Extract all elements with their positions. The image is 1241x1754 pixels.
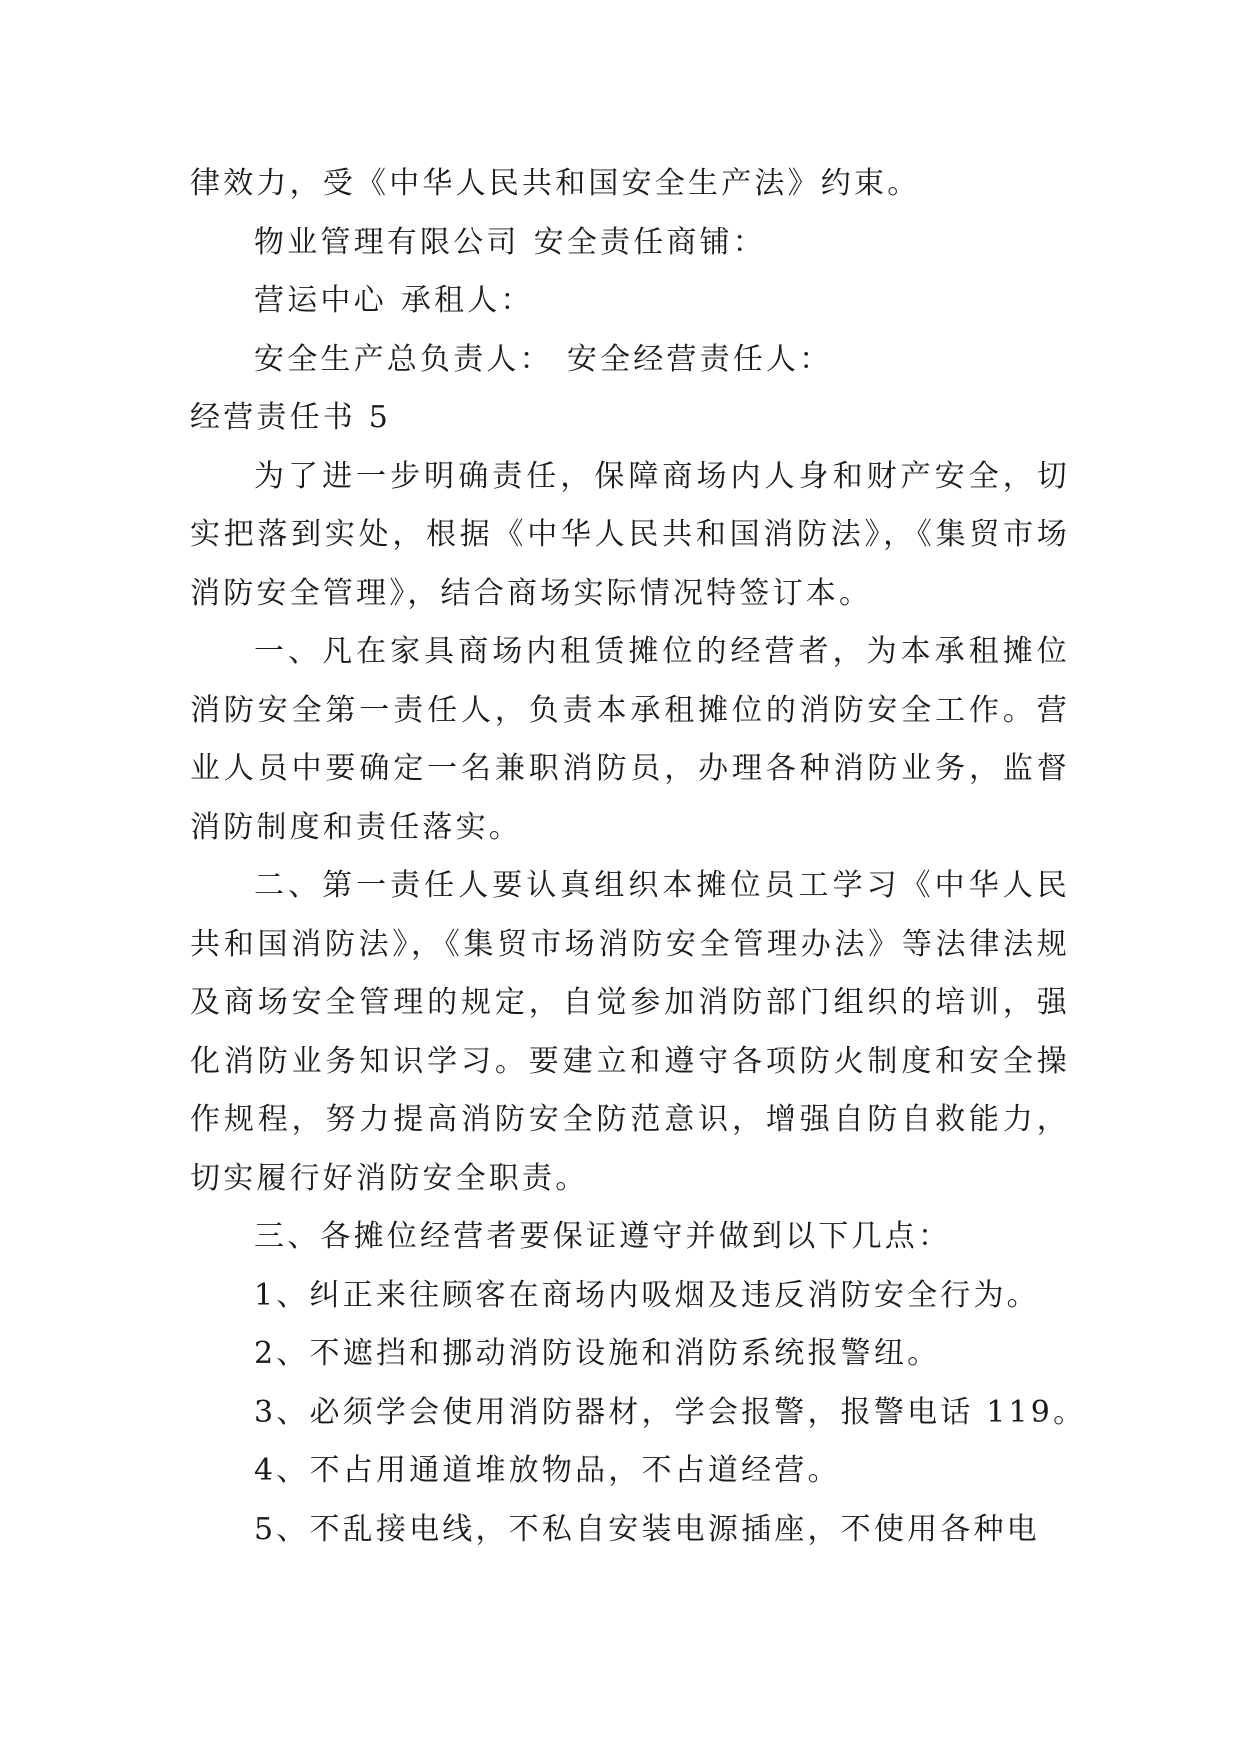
document-body [190, 155, 1087, 1559]
signature-line-1 [190, 214, 1070, 273]
list-item: 3、必须学会使用消防器材，学会报警，报警电话 119。 [254, 1394, 1087, 1430]
signature-line-2 [190, 272, 1070, 331]
list-item: 2、不遮挡和挪动消防设施和消防系统报警纽。 [254, 1336, 941, 1371]
clause-one-paragraph: 一、凡在家具商场内租赁摊位的经营者，为本承租摊位消防安全第一责任人，负责本承租摊位的消防安全工作。营业人员中要确定一名兼职消防员，办理各种消防业务，监督消防制度和责任落实。 [190, 634, 1070, 845]
clause-three-paragraph: 三、各摊位经营者要保证遵守并做到以下几点： [254, 1219, 952, 1254]
intro-paragraph: 为了进一步明确责任，保障商场内人身和财产安全，切实把落到实处，根据《中华人民共和国消防法》，《集贸市场消防安全管理》，结合商场实际情况特签订本。 [190, 458, 1070, 611]
signature-property-company: 物业管理有限公司 [254, 224, 520, 260]
clause-two-paragraph: 二、第一责任人要认真组织本摊位员工学习《中华人民共和国消防法》，《集贸市场消防安全管理办法》等法律法规及商场安全管理的规定，自觉参加消防部门组织的培训，强化消防业务知识学习。要建立和遵守各项防火制度和安全操作规程，努力提高消防安全防范意识，增强自防自救能力，切实履行好消防安全职责。 [190, 868, 1070, 1196]
list-item: 1、纠正来往顾客在商场内吸烟及违反消防安全行为。 [254, 1277, 1040, 1313]
continued-paragraph-line: 律效力，受《中华人民共和国安全生产法》约束。 [190, 166, 921, 201]
signature-operations-center: 营运中心 [254, 283, 387, 318]
signature-line-3 [190, 331, 1070, 390]
signature-tenant: 承租人： [400, 283, 534, 318]
signature-responsible-shop: 安全责任商铺： [533, 224, 767, 260]
signature-safety-operations-officer: 安全经营责任人： [566, 341, 833, 377]
section-title: 经营责任书 5 [190, 400, 392, 435]
signature-general-safety-officer: 安全生产总负责人： [254, 341, 553, 377]
list-item: 4、不占用通道堆放物品，不占道经营。 [254, 1453, 841, 1488]
list-item: 5、不乱接电线，不私自安装电源插座，不使用各种电 [254, 1511, 1040, 1547]
